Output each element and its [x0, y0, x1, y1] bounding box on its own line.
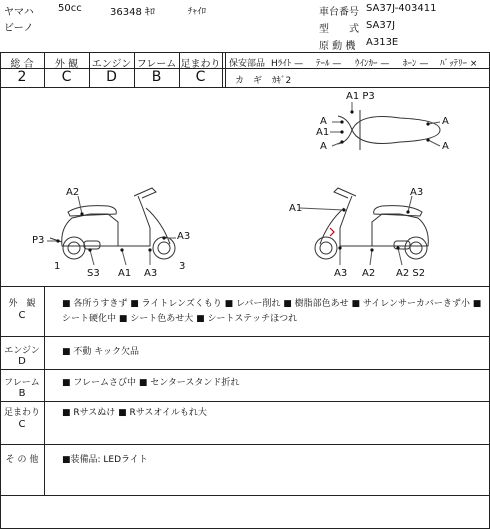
grade-header-engine: エンジン — [91, 59, 132, 70]
section-engine-line1: ■ 不動 キック欠品 — [62, 347, 140, 357]
parts-headlight: Hﾗｲﾄ — — [271, 59, 304, 69]
section-frame-title: フレーム — [4, 378, 40, 388]
section-engine-title: エンジン — [4, 346, 40, 356]
label-p3: P3 — [32, 235, 45, 246]
section-suspension-title: 足まわり — [3, 408, 40, 418]
model-name: ビーノ — [4, 23, 34, 34]
label-r-a1: A1 — [289, 203, 303, 214]
left-side-scooter — [50, 188, 175, 259]
label-a3: A3 — [177, 231, 191, 242]
grade-header-frame: フレーム — [136, 59, 177, 70]
parts-key-value: ｶｷﾞ2 — [272, 76, 292, 86]
section-other-title: そ の 他 — [5, 455, 39, 465]
grade-suspension: C — [195, 69, 206, 85]
parts-winker: ｳｲﾝｶｰ — — [355, 59, 390, 69]
label-3: 3 — [179, 261, 186, 272]
grade-exterior: C — [61, 69, 72, 85]
label-t-a1: A1 — [316, 127, 330, 138]
section-exterior-line1: ■ 各所うすきず ■ ライトレンズくもり ■ レバー削れ ■ 樹脂部色あせ ■ サイレンサーカバーきず小 ■ — [62, 299, 482, 309]
frame-no-label: 車台番号 — [319, 7, 359, 18]
label-t-a-4: A — [442, 141, 449, 152]
section-exterior-title: 外 観 — [8, 299, 36, 309]
label-r-a3: A3 — [410, 187, 424, 198]
red-mark — [330, 228, 334, 236]
label-a1: A1 — [118, 268, 132, 279]
section-frame-grade: B — [18, 388, 26, 399]
parts-tail: ﾃｰﾙ — — [316, 59, 342, 69]
frame-no: SA37J-403411 — [366, 3, 437, 14]
section-suspension-grade: C — [18, 419, 26, 430]
label-a2: A2 — [66, 187, 80, 198]
section-exterior-line2: シート硬化中 ■ シート色あせ大 ■ シートステッチほつれ — [62, 314, 298, 324]
section-suspension-line1: ■ Rサスぬけ ■ Rサスオイルもれ大 — [62, 408, 207, 418]
grade-header-suspension: 足まわり — [180, 59, 221, 70]
type-value: SA37J — [366, 20, 396, 31]
parts-key-label: カ ギ — [235, 76, 263, 86]
maker: ヤマハ — [4, 7, 34, 18]
section-engine-grade: D — [18, 356, 26, 367]
label-1: 1 — [54, 261, 61, 272]
label-t-a1-p3: A1 P3 — [346, 91, 375, 102]
grade-frame: B — [151, 69, 162, 85]
grade-header-total: 総 合 — [10, 59, 34, 70]
type-label: 型 式 — [319, 24, 359, 35]
engine-label: 原 動 機 — [319, 41, 356, 52]
parts-battery: ﾊﾞｯﾃﾘｰ × — [440, 59, 478, 69]
top-view-scooter — [338, 110, 440, 150]
leader-lines — [47, 102, 440, 265]
label-a3-bottom: A3 — [144, 268, 158, 279]
engine-value: A313E — [366, 37, 399, 48]
parts-horn: ﾎｰﾝ — — [403, 59, 429, 69]
mileage: 36348 ｷﾛ — [110, 7, 155, 18]
section-exterior-grade: C — [18, 310, 26, 321]
section-other-line1: ■装備品: LEDライト — [62, 455, 148, 465]
grade-header-exterior: 外 観 — [54, 59, 79, 70]
grade-total: 2 — [17, 69, 27, 85]
displacement: 50cc — [58, 3, 82, 14]
label-t-a-2: A — [320, 141, 327, 152]
section-frame-line1: ■ フレームさび中 ■ センタースタンド折れ — [62, 378, 240, 388]
label-t-a-3: A — [442, 116, 449, 127]
label-r-a3-bottom: A3 — [334, 268, 348, 279]
grade-engine: D — [106, 69, 117, 85]
damage-markers — [56, 110, 429, 251]
parts-label: 保安部品 — [229, 59, 266, 69]
label-s3: S3 — [87, 268, 100, 279]
label-r-a2-s2: A2 S2 — [396, 268, 426, 279]
label-r-a2: A2 — [362, 268, 376, 279]
color: ﾁｬｲﾛ — [188, 7, 207, 17]
label-t-a-1: A — [320, 116, 327, 127]
